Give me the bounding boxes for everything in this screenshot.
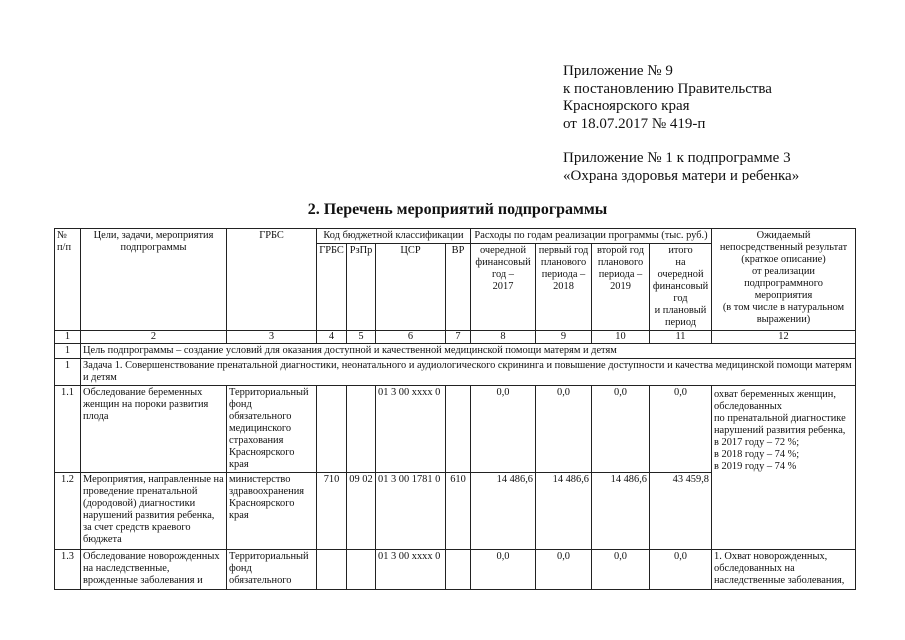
column-number: 3 [227, 331, 317, 344]
appendix-line: к постановлению Правительства [563, 80, 772, 97]
column-number: 8 [471, 331, 536, 344]
row-rzpr: 09 02 [347, 473, 376, 550]
code-vr-header: ВР [446, 244, 471, 331]
row-2018: 0,0 [536, 386, 592, 473]
task-num: 1 [55, 359, 81, 386]
column-number: 2 [81, 331, 227, 344]
column-number: 9 [536, 331, 592, 344]
result-line: в 2018 году – 74 %; [714, 449, 800, 460]
row-2018: 14 486,6 [536, 473, 592, 550]
subprogram-line: Приложение № 1 к подпрограмме 3 [563, 150, 791, 166]
row-total: 43 459,8 [650, 473, 712, 550]
measures-table [54, 228, 856, 590]
code-grbs-header: ГРБС [317, 244, 347, 331]
row-csr: 01 3 00 xxxx 0 [376, 550, 446, 590]
row-name: Мероприятия, направленные на проведение пренатальной (дородовой) диагностики нарушений развития ребенка, за счет средств краевого бюджета [81, 473, 227, 550]
row-grbs [317, 550, 347, 590]
row-2017: 0,0 [471, 550, 536, 590]
row-name: Обследование беременных женщин на пороки развития плода [81, 386, 227, 473]
result-line: по пренатальной диагностике нарушений развития ребенка, [714, 413, 846, 436]
col-grbs-header: ГРБС [227, 229, 317, 331]
row-grbs-name: министерство здравоохранения Красноярского края [227, 473, 317, 550]
result-line: в 2017 году – 72 %; [714, 437, 800, 448]
row-2019: 0,0 [592, 386, 650, 473]
result-line: охват беременных женщин, обследованных [714, 389, 836, 412]
row-rzpr [347, 550, 376, 590]
code-rzpr-header: РзПр [347, 244, 376, 331]
row-grbs-name: Территориальный фонд обязательного [227, 550, 317, 590]
appendix-line: Приложение № 9 [563, 63, 673, 79]
column-number: 1 [55, 331, 81, 344]
row-2019: 14 486,6 [592, 473, 650, 550]
budget-code-header: Код бюджетной классификации [317, 229, 471, 244]
column-number-row [55, 331, 856, 344]
column-number: 6 [376, 331, 446, 344]
row-grbs [317, 386, 347, 473]
header-row [55, 229, 856, 244]
col-goals-header: Цели, задачи, мероприятия подпрограммы [81, 229, 227, 331]
column-number: 7 [446, 331, 471, 344]
row-name: Обследование новорожденных на наследственные, врожденные заболевания и [81, 550, 227, 590]
row-2017: 14 486,6 [471, 473, 536, 550]
goal-text: Цель подпрограммы – создание условий для оказания доступной и качественной медицинской помощи матерям и детям [81, 344, 856, 359]
goal-row [55, 344, 856, 359]
row-2019: 0,0 [592, 550, 650, 590]
appendix-header [563, 63, 772, 133]
expenses-header: Расходы по годам реализации программы (тыс. руб.) [471, 229, 712, 244]
table-row [55, 550, 856, 590]
appendix-line: Красноярского края [563, 98, 690, 114]
row-expected-result [712, 386, 856, 550]
task-row [55, 359, 856, 386]
column-number: 11 [650, 331, 712, 344]
row-rzpr [347, 386, 376, 473]
appendix-line: от 18.07.2017 № 419-п [563, 115, 706, 132]
subprogram-header [563, 150, 799, 185]
row-2017: 0,0 [471, 386, 536, 473]
column-number: 5 [347, 331, 376, 344]
column-number: 12 [712, 331, 856, 344]
row-grbs-name: Территориальный фонд обязательного медицинского страхования Красноярского края [227, 386, 317, 473]
total-header: итого на очередной финансовый год и плановый период [650, 244, 712, 331]
col-num-header: № п/п [55, 229, 81, 331]
row-num: 1.1 [55, 386, 81, 473]
row-expected-result: 1. Охват новорожденных, обследованных на наследственные заболевания, [712, 550, 856, 590]
row-2018: 0,0 [536, 550, 592, 590]
row-vr [446, 550, 471, 590]
row-csr: 01 3 00 1781 0 [376, 473, 446, 550]
code-csr-header: ЦСР [376, 244, 446, 331]
goal-num: 1 [55, 344, 81, 359]
row-total: 0,0 [650, 386, 712, 473]
column-number: 4 [317, 331, 347, 344]
subprogram-line: «Охрана здоровья матери и ребенка» [563, 167, 800, 184]
result-line: в 2019 году – 74 % [714, 461, 797, 472]
row-total: 0,0 [650, 550, 712, 590]
expected-result-header: Ожидаемый непосредственный результат (краткое описание) от реализации подпрограммного мероприятия (в том числе в натуральном выражении) [712, 229, 856, 331]
row-num: 1.3 [55, 550, 81, 590]
year-2018-header: первый год планового периода – 2018 [536, 244, 592, 331]
row-csr: 01 3 00 xxxx 0 [376, 386, 446, 473]
task-text: Задача 1. Совершенствование пренатальной диагностики, неонатального и аудиологического скрининга и повышение доступности и качества медицинской помощи матерям и детям [81, 359, 856, 386]
document-title: 2. Перечень мероприятий подпрограммы [307, 201, 608, 218]
row-grbs: 710 [317, 473, 347, 550]
row-num: 1.2 [55, 473, 81, 550]
column-number: 10 [592, 331, 650, 344]
row-vr: 610 [446, 473, 471, 550]
year-2017-header: очередной финансовый год – 2017 [471, 244, 536, 331]
year-2019-header: второй год планового периода – 2019 [592, 244, 650, 331]
table-row [55, 386, 856, 473]
row-vr [446, 386, 471, 473]
